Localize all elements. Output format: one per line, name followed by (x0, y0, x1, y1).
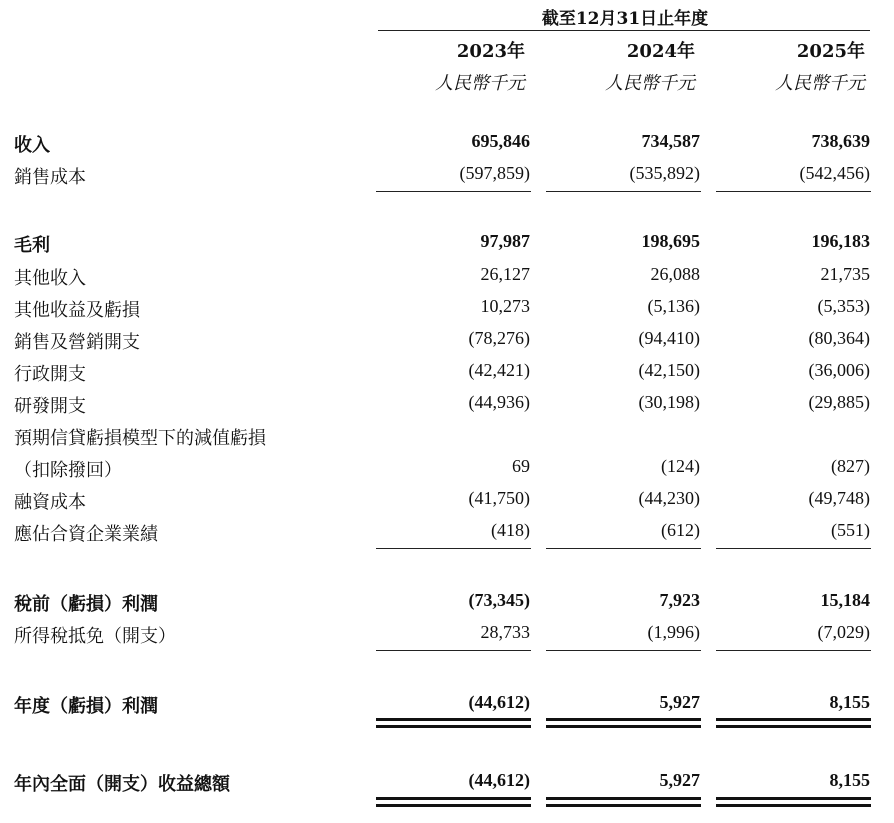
row-label-finance-costs: 融資成本 (14, 492, 86, 513)
value-finance-costs-2025: (49,748) (808, 488, 870, 508)
value-impairment-losses-net-2024: (124) (661, 456, 700, 476)
underline-income-tax-2025 (716, 650, 871, 651)
underline-share-of-jv-results-2025 (716, 548, 871, 549)
period-header: 截至12月31日止年度 (541, 9, 709, 29)
value-revenue-2024: 734,587 (641, 131, 700, 151)
value-revenue-2023: 695,846 (471, 131, 530, 151)
value-income-tax-2024: (1,996) (647, 622, 700, 642)
underline-cost-of-sales-2025 (716, 191, 871, 192)
underline-cost-of-sales-2023 (376, 191, 531, 192)
value-rd-expenses-2023: (44,936) (468, 392, 530, 412)
value-cost-of-sales-2023: (597,859) (459, 163, 530, 183)
column-unit-2024: 人民幣千元 (605, 73, 695, 94)
value-rd-expenses-2024: (30,198) (638, 392, 700, 412)
value-gross-profit-2023: 97,987 (480, 231, 530, 251)
value-selling-marketing-expenses-2024: (94,410) (638, 328, 700, 348)
row-label-income-tax: 所得稅抵免（開支） (14, 626, 176, 647)
value-income-tax-2023: 28,733 (480, 622, 530, 642)
double-underline-profit-for-year-2023 (376, 718, 531, 728)
value-profit-for-year-2023: (44,612) (468, 692, 530, 712)
value-impairment-losses-net-2025: (827) (831, 456, 870, 476)
underline-share-of-jv-results-2023 (376, 548, 531, 549)
value-selling-marketing-expenses-2025: (80,364) (808, 328, 870, 348)
double-underline-total-comprehensive-income-2023 (376, 797, 531, 807)
value-finance-costs-2023: (41,750) (468, 488, 530, 508)
value-other-income-2023: 26,127 (480, 264, 530, 284)
value-selling-marketing-expenses-2023: (78,276) (468, 328, 530, 348)
value-gross-profit-2024: 198,695 (641, 231, 700, 251)
value-finance-costs-2024: (44,230) (638, 488, 700, 508)
value-profit-for-year-2024: 5,927 (659, 692, 700, 712)
row-label-gross-profit: 毛利 (14, 235, 50, 256)
value-share-of-jv-results-2024: (612) (661, 520, 700, 540)
value-cost-of-sales-2024: (535,892) (629, 163, 700, 183)
row-label-share-of-jv-results: 應佔合資企業業績 (14, 524, 158, 545)
row-label-administrative-expenses: 行政開支 (14, 364, 86, 385)
value-profit-before-tax-2024: 7,923 (659, 590, 700, 610)
row-label-impairment-losses-label: 預期信貸虧損模型下的減值虧損 (14, 428, 266, 449)
double-underline-total-comprehensive-income-2025 (716, 797, 871, 807)
row-label-impairment-losses-net: （扣除撥回） (14, 460, 122, 481)
value-impairment-losses-net-2023: 69 (512, 456, 530, 476)
row-label-other-income: 其他收入 (14, 268, 86, 289)
double-underline-profit-for-year-2024 (546, 718, 701, 728)
value-administrative-expenses-2023: (42,421) (468, 360, 530, 380)
value-total-comprehensive-income-2025: 8,155 (829, 770, 870, 790)
column-unit-2023: 人民幣千元 (435, 73, 525, 94)
value-income-tax-2025: (7,029) (817, 622, 870, 642)
value-share-of-jv-results-2023: (418) (491, 520, 530, 540)
value-total-comprehensive-income-2023: (44,612) (468, 770, 530, 790)
row-label-other-gains-losses: 其他收益及虧損 (14, 300, 140, 321)
column-year-2023: 2023年 (456, 41, 525, 62)
value-revenue-2025: 738,639 (811, 131, 870, 151)
column-year-2024: 2024年 (626, 41, 695, 62)
double-underline-profit-for-year-2025 (716, 718, 871, 728)
value-share-of-jv-results-2025: (551) (831, 520, 870, 540)
value-other-gains-losses-2023: 10,273 (480, 296, 530, 316)
column-year-2025: 2025年 (796, 41, 865, 62)
underline-income-tax-2023 (376, 650, 531, 651)
value-total-comprehensive-income-2024: 5,927 (659, 770, 700, 790)
value-rd-expenses-2025: (29,885) (808, 392, 870, 412)
row-label-profit-for-year: 年度（虧損）利潤 (14, 696, 158, 717)
value-administrative-expenses-2024: (42,150) (638, 360, 700, 380)
row-label-rd-expenses: 研發開支 (14, 396, 86, 417)
row-label-selling-marketing-expenses: 銷售及營銷開支 (14, 332, 140, 353)
period-header-rule (378, 30, 870, 31)
value-cost-of-sales-2025: (542,456) (799, 163, 870, 183)
value-other-gains-losses-2024: (5,136) (647, 296, 700, 316)
column-unit-2025: 人民幣千元 (775, 73, 865, 94)
value-administrative-expenses-2025: (36,006) (808, 360, 870, 380)
underline-income-tax-2024 (546, 650, 701, 651)
row-label-profit-before-tax: 稅前（虧損）利潤 (14, 594, 158, 615)
value-gross-profit-2025: 196,183 (811, 231, 870, 251)
value-other-gains-losses-2025: (5,353) (817, 296, 870, 316)
row-label-cost-of-sales: 銷售成本 (14, 167, 86, 188)
underline-cost-of-sales-2024 (546, 191, 701, 192)
value-other-income-2024: 26,088 (650, 264, 700, 284)
underline-share-of-jv-results-2024 (546, 548, 701, 549)
double-underline-total-comprehensive-income-2024 (546, 797, 701, 807)
value-profit-before-tax-2023: (73,345) (468, 590, 530, 610)
row-label-total-comprehensive-income: 年內全面（開支）收益總額 (14, 774, 230, 795)
value-other-income-2025: 21,735 (820, 264, 870, 284)
row-label-revenue: 收入 (14, 135, 50, 156)
value-profit-for-year-2025: 8,155 (829, 692, 870, 712)
value-profit-before-tax-2025: 15,184 (820, 590, 870, 610)
